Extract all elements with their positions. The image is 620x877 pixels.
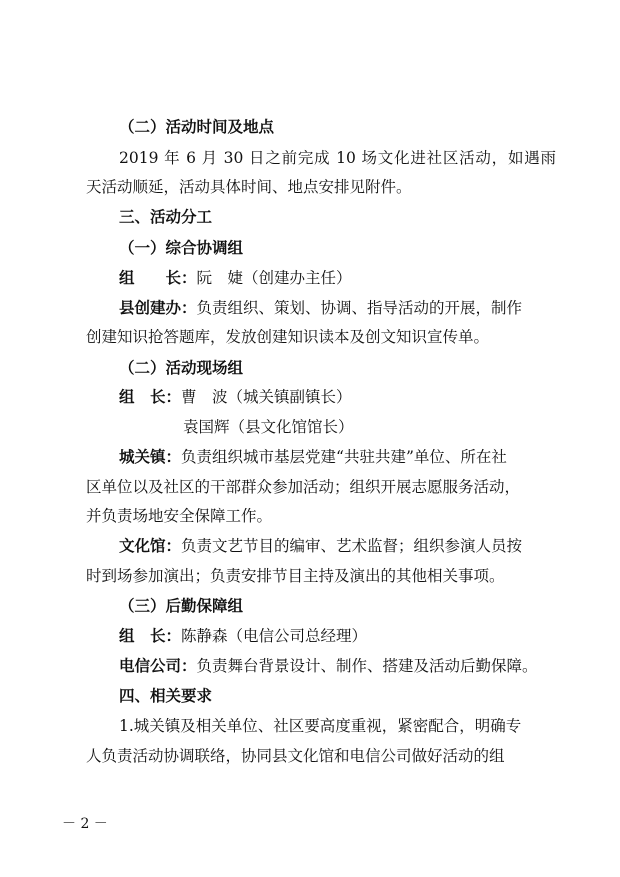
heading-group-logistics: （三）后勤保障组 [119, 597, 244, 615]
group2-leader-value2: 袁国辉（县文化馆馆长） [183, 418, 354, 436]
group2-leader-label: 组 长： [119, 388, 182, 406]
page-number: － 2 － [62, 816, 108, 832]
group2-unit1-text1: 负责组织城市基层党建“共驻共建”单位、所在社 [181, 448, 507, 466]
group1-leader-label: 组 长： [119, 269, 197, 287]
group1-unit-line2: 创建知识抢答题库，发放创建知识读本及创文知识宣传单。 [86, 328, 490, 346]
group3-unit-text1: 负责舞台背景设计、制作、搭建及活动后勤保障。 [196, 657, 538, 675]
group1-unit-label: 县创建办： [119, 299, 197, 317]
group2-unit1-line1 [119, 446, 507, 468]
heading-time-place: （二）活动时间及地点 [119, 118, 275, 136]
group1-leader [119, 267, 352, 289]
group3-leader-label: 组 长： [119, 627, 182, 645]
paragraph-time-line1: 2019 年 6 月 30 日之前完成 10 场文化进社区活动，如遇雨 [119, 149, 556, 167]
heading-group-coordination: （一）综合协调组 [119, 239, 244, 257]
group2-leader-value1: 曹 波（城关镇副镇长） [181, 388, 352, 406]
group2-unit1-line3: 并负责场地安全保障工作。 [86, 507, 273, 525]
group1-unit-line1 [119, 297, 522, 319]
group2-unit2-line2: 时到场参加演出；负责安排节目主持及演出的其他相关事项。 [86, 567, 505, 585]
group1-leader-value: 阮 婕（创建办主任） [196, 269, 352, 287]
requirement-item1-line2: 人负责活动协调联络，协同县文化馆和电信公司做好活动的组 [86, 747, 505, 765]
group2-leader [119, 386, 352, 408]
group3-unit-line1 [119, 655, 538, 677]
group2-unit1-line2: 区单位以及社区的干部群众参加活动；组织开展志愿服务活动， [86, 478, 521, 496]
group3-leader-value: 陈静森（电信公司总经理） [181, 627, 368, 645]
group2-unit2-text1: 负责文艺节目的编审、艺术监督；组织参演人员按 [181, 537, 523, 555]
group3-unit-label: 电信公司： [119, 657, 197, 675]
heading-group-onsite: （二）活动现场组 [119, 359, 244, 377]
paragraph-time-line2: 天活动顺延，活动具体时间、地点安排见附件。 [86, 178, 412, 196]
heading-division: 三、活动分工 [119, 208, 213, 226]
group2-unit2-line1 [119, 535, 522, 557]
group2-unit2-label: 文化馆： [119, 537, 182, 555]
group3-leader [119, 625, 367, 647]
group2-unit1-label: 城关镇： [119, 448, 182, 466]
group1-unit-text1: 负责组织、策划、协调、指导活动的开展，制作 [196, 299, 523, 317]
requirement-item1-line1: 1.城关镇及相关单位、社区要高度重视，紧密配合，明确专 [119, 717, 522, 735]
heading-requirements: 四、相关要求 [119, 687, 213, 705]
